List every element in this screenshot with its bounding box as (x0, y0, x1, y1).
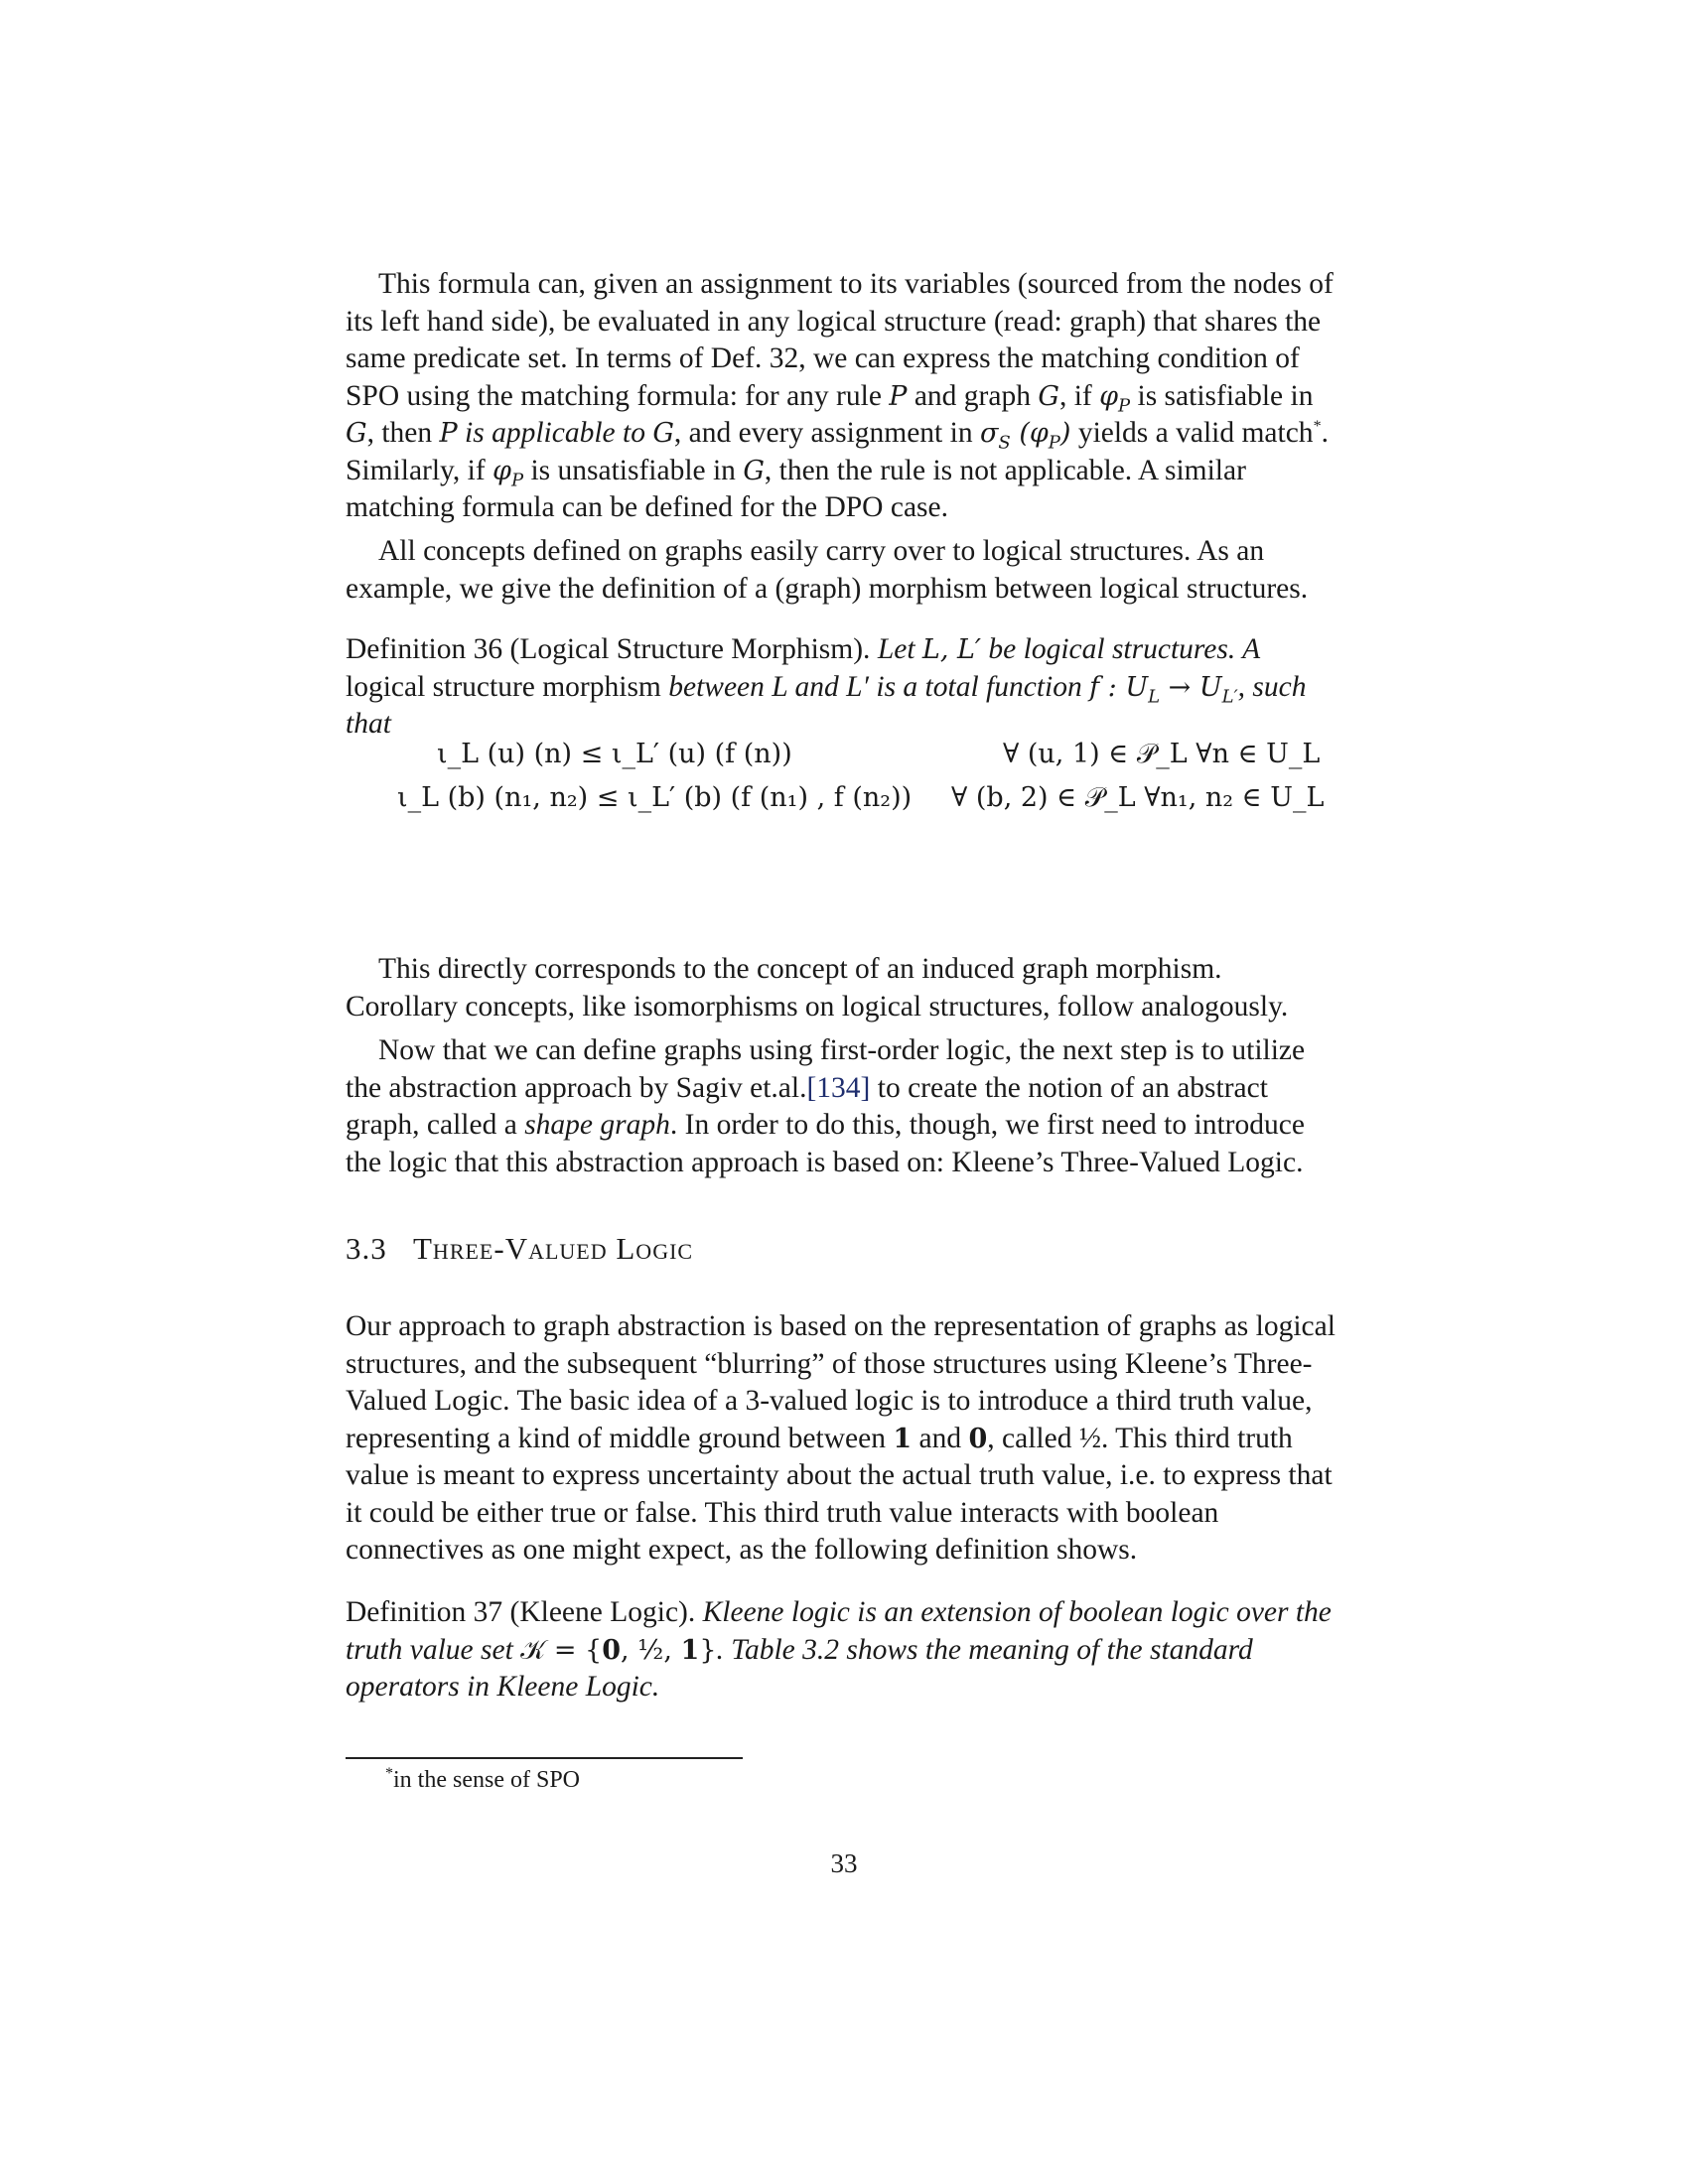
footnote-marker[interactable]: * (1313, 418, 1322, 436)
definition-36: Definition 36 (Logical Structure Morphism). Let L, L′ be logical structures. A logical structure morphism between L and L′ is a total function f : $U_L \to U_{L'}$, such that (346, 633, 1307, 740)
text-run: Now that we can define graphs using first-order logic, the next step is to utilize the abstraction approach by Sagiv et.al. (346, 1034, 1306, 1104)
defined-term: logical structure morphism (346, 670, 661, 703)
math-inline: L, L′ (921, 634, 982, 665)
section-heading (346, 1231, 693, 1267)
paragraph-shape-graph (346, 1032, 1338, 1181)
math-inline: 0 (968, 1423, 988, 1454)
footnote-divider (346, 1757, 743, 1759)
text-run: to create the notion of an abstract graph, called a (346, 1071, 1268, 1141)
text-run: All concepts defined on graphs easily carry over to logical structures. As an example, we give the definition of a (graph) morphism between logical structures. (346, 535, 1309, 605)
text-run: , if (1058, 379, 1100, 412)
equation-row-2-right: ∀ (b, 2) ∈ 𝒫_L ∀n₁, n₂ ∈ U_L (951, 782, 1325, 813)
footnote-text: in the sense of SPO (393, 1767, 580, 1793)
paragraph-concepts-carry-over (346, 533, 1338, 608)
text-run: This formula can, given an assignment to its variables (sourced from the nodes of its left hand side), be evaluated in any logical structure (read: graph) that shares the same predicate set. In terms of Def. 32, we can express the matching condition of SPO using the matching formula: for any rule (346, 268, 1334, 412)
footnote-marker: * (385, 1765, 393, 1782)
text-run: Our approach to graph abstraction is based on the representation of graphs as logical structures, and the subsequent “blurring” of those structures using Kleene’s Three-Valued Logic. The basic idea of a 3-valued logic is to introduce a third truth value, representing a kind of middle ground between (346, 1310, 1336, 1454)
text-run: , then (366, 417, 440, 449)
math-inline: P (889, 380, 908, 412)
footnote (385, 1765, 580, 1795)
equation-row-2-left: ι_L (b) (n₁, n₂) ≤ ι_L′ (b) (f (n₁) , f (n₂)) (397, 782, 913, 813)
math-inline: $\varphi_P$ (1099, 380, 1131, 416)
page-number: 33 (830, 1848, 858, 1878)
text-run: . In order to do this, though, we first need to introduce the logic that this abstraction approach is based on: Kleene’s Three-Valued Logic. (346, 1109, 1305, 1178)
emphasis-text: is applicable to (457, 417, 653, 449)
citation-link[interactable]: [134] (806, 1071, 871, 1104)
text-run: , then the rule is not applicable. A similar matching formula can be defined for the DPO case. (346, 454, 1246, 523)
math-inline: P (439, 418, 458, 449)
text-run: . Similarly, if (346, 417, 1329, 486)
math-inline: G (346, 418, 367, 449)
section-title: Three-Valued Logic (413, 1231, 694, 1266)
math-inline: G (743, 455, 765, 486)
equation-row-1-left: ι_L (u) (n) ≤ ι_L′ (u) (f (n)) (437, 739, 792, 769)
section-number: 3.3 (346, 1231, 387, 1266)
text-run: , called ½. This third truth value is meant to express uncertainty about the actual truth value, i.e. to express that it could be either true or false. This third truth value interacts with boolean connectives as one might expect, as the following definition shows. (346, 1422, 1333, 1566)
math-inline: G (1038, 380, 1059, 412)
math-inline: 𝒦 = {0, ½, 1} (520, 1634, 717, 1666)
text-run: and graph (907, 379, 1039, 412)
text-run: This directly corresponds to the concept of an induced graph morphism. Corollary concepts, like isomorphisms on logical structures, follow analogously. (346, 953, 1289, 1023)
equation-row-1-right: ∀ (u, 1) ∈ 𝒫_L ∀n ∈ U_L (1003, 739, 1321, 769)
math-inline: f : $U_L \to U_{L'}$ (1089, 671, 1238, 707)
math-inline: 1 (893, 1423, 913, 1454)
definition-heading: Definition 36 (Logical Structure Morphism). (346, 633, 871, 665)
text-run: is satisfiable in (1130, 379, 1314, 412)
definition-heading: Definition 37 (Kleene Logic). (346, 1596, 696, 1628)
paragraph-three-valued-intro (346, 1308, 1338, 1570)
paragraph-induced-morphism (346, 951, 1338, 1025)
emphasis-text: shape graph (524, 1109, 670, 1141)
text-run: , and every assignment in (673, 417, 980, 449)
math-inline: G (652, 418, 674, 449)
math-inline: $\varphi_P$ (492, 455, 524, 490)
text-run: yields a valid match (1070, 417, 1314, 449)
definition-37: Definition 37 (Kleene Logic). Kleene logic is an extension of boolean logic over the truth value set 𝒦 = {0, ½, 1}. Table 3.2 shows the meaning of the standard operators in Kleene Logic. (346, 1596, 1332, 1703)
text-run: and (912, 1422, 969, 1454)
text-run: is unsatisfiable in (523, 454, 744, 486)
math-inline: $\sigma_S$ $(\varphi_P)$ (979, 418, 1071, 454)
paragraph-matching-formula (346, 266, 1338, 527)
